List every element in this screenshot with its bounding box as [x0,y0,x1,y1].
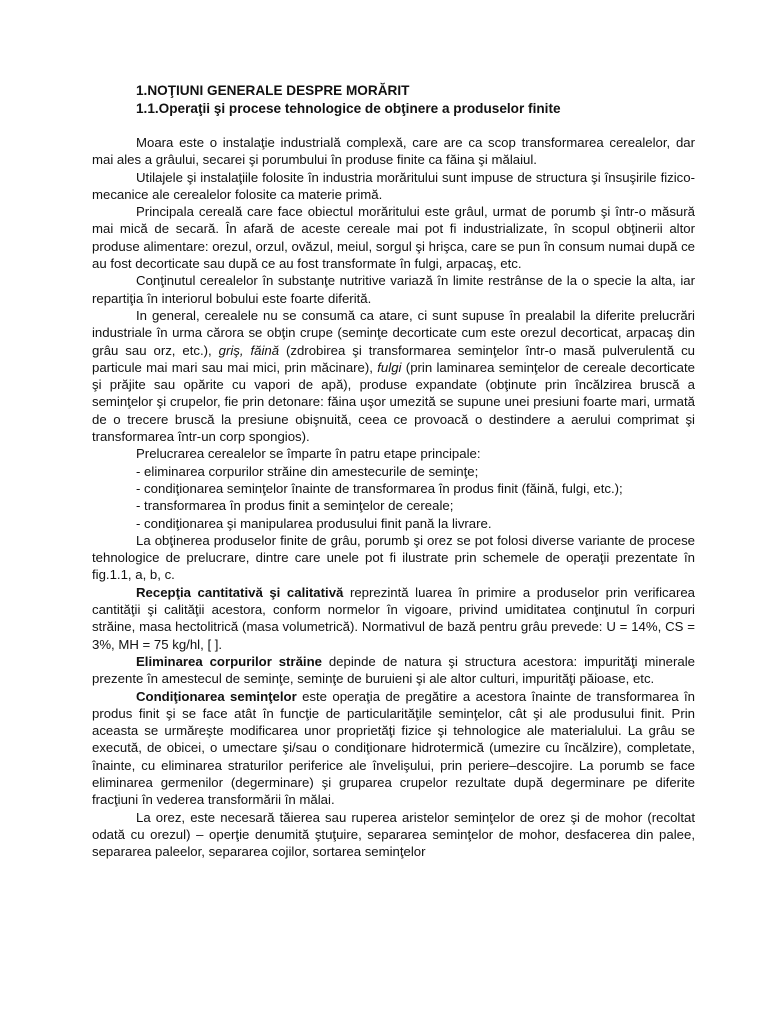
paragraph-variants: La obţinerea produselor finite de grâu, porumb şi orez se pot folosi diverse variante de procese tehnologice de prelucrare, dintre care unele pot fi ilustrate prin schemele de operaţii prezentate în fig.1.1, a, b, c. [92,532,695,583]
paragraph-foreign-bodies [92,653,695,688]
reception-term: Recepţia cantitativă şi calitativă [136,584,344,600]
conditioning-text: este operaţia de pregătire a acestora înainte de transformarea în produs finit şi se face atât în funcţie de particularităţile seminţelor, cât şi ale produsului finit. Prin aceasta se urmăreşte modificarea unor proprietăţi fizice şi tehnologice ale materialului. La grâu se execută, de obicei, o umectare şi/sau o condiţionare hidrotermică (umezire cu încălzire), completate, înainte, cu eliminarea straturilor periferice ale învelişului, prin periere–descojire. La porumb se face eliminarea germenilor (degerminare) şi gruparea crupelor rezultate după degerminare pe diferite fracţiuni în vederea transformării în mălai. [92,688,695,808]
paragraph-stages: Prelucrarea cerealelor se împarte în patru etape principale: [136,446,481,462]
processing-term-fulgi: fulgi [377,359,402,375]
list-item-stage-2: - condiţionarea seminţelor înainte de transformarea în produs finit (făină, fulgi, etc.); [136,480,623,496]
list-item-stage-4: - condiţionarea şi manipularea produsului finit pană la livrare. [136,515,492,531]
paragraph-conditioning [92,688,695,809]
conditioning-term: Condiţionarea seminţelor [136,688,297,704]
paragraph-cereals: Principala cereală care face obiectul morăritului este grâul, urmat de porumb şi într-o măsură mai mică de secară. În afară de aceste cereale mai pot fi industrializate, în scopul obţinerii altor produse alimentare: orezul, orzul, ovăzul, meiul, sorgul şi hrişca, care se pun în consum numai după ce au fost decorticate sau după ce au fost transformate în fulgi, arpacaş, etc. [92,204,695,272]
paragraph-rice: La orez, este necesară tăierea sau ruperea aristelor seminţelor de orez şi de mohor (recoltat odată cu orezul) – operţie denumită ştuţuire, separarea seminţelor de mohor, desfacerea din palee, separarea paleelor, separarea cojilor, sortarea seminţelor [92,809,695,860]
processing-text-a: In general, cerealele nu se consumă ca atare, ci sunt supuse în prealabil la diferite prelucrări industriale în urma cărora se obţin crupe (seminţe decorticate cum este orezul decorticat, arpacaş din grâu sau orz, etc.), [92,307,695,358]
foreign-bodies-term: Eliminarea corpurilor străine [136,653,322,669]
processing-text-c: (prin laminarea seminţelor de cereale decorticate şi prăjite sau opărite cu vapori de apă), produse expandate (obţinute prin încălzirea bruscă a seminţelor şi crupelor, fie prin detonare: făina uşor umezită se supune unei presiuni foarte mari, urmată de o trecere bruscă la presiune obişnuită, ceea ce provoacă o destindere a aerului comprimat şi transformarea într-un corp spongios). [92,359,695,445]
paragraph-nutrients: Conţinutul cerealelor în substanţe nutritive variază în limite restrânse de la o specie la alta, iar repartiţia în interiorul bobului este foarte diferită. [92,273,695,306]
paragraph-equipment: Utilajele şi instalaţiile folosite în industria morăritului sunt impuse de structura şi însuşirile fizico-mecanice ale cerealelor folosite ca materie primă. [92,169,695,202]
paragraph-processing [92,307,695,445]
list-item-stage-1: - eliminarea corpurilor străine din amestecurile de seminţe; [136,463,479,479]
reception-text: reprezintă luarea în primire a produselor prin verificarea cantităţii şi calităţii acestora, conform normelor în vigoare, privind umiditatea conţinutul în corpuri străine, masa hectolitrică (masa volumetrică). Normativul de bază pentru grâu prevede: U = 14%, CS = 3%, MH = 75 kg/hl, [ ]. [92,584,696,652]
list-item-stage-3: - transformarea în produs finit a seminţelor de cereale; [136,498,454,514]
paragraph-intro: Moara este o instalaţie industrială complexă, care are ca scop transformarea cerealelor, dar mai ales a grâului, secarei şi porumbului în produse finite ca făina şi mălaiul. [92,135,695,168]
document-body [92,82,695,860]
chapter-heading: 1.NOŢIUNI GENERALE DESPRE MORĂRIT [136,83,410,98]
section-heading: 1.1.Operaţii şi procese tehnologice de obţinere a produselor finite [136,100,561,116]
paragraph-reception [92,584,695,653]
foreign-bodies-text: depinde de natura şi structura acestora: impurităţi minerale prezente în amestecul de seminţe, seminţe de buruieni şi ale altor culturi, impurităţi păioase, etc. [92,653,696,687]
processing-text-b: (zdrobirea şi transformarea seminţelor într-o masă pulverulentă cu particule mai mari sau mai mici, prin măcinare), [92,342,695,375]
processing-term-gris: griş, făină [218,342,280,358]
